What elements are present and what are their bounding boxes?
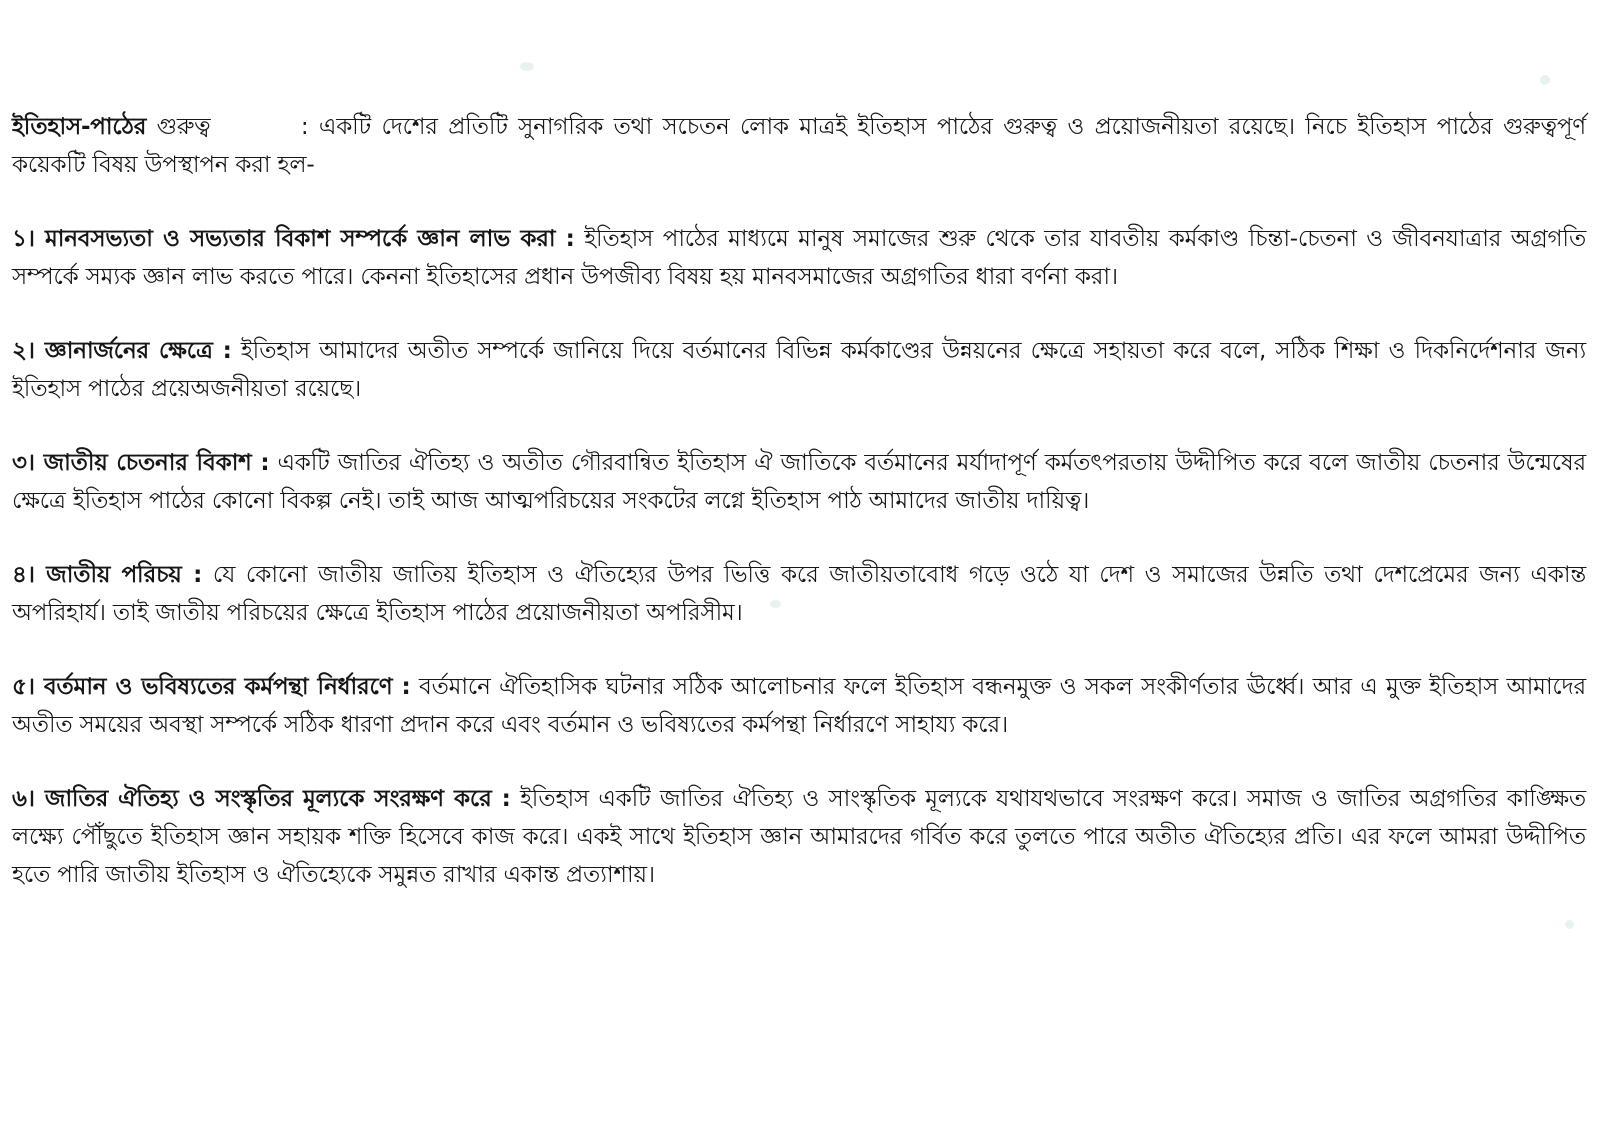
intro-title: ইতিহাস-পাঠের bbox=[12, 114, 147, 140]
point-body: বর্তমানে ঐতিহাসিক ঘটনার সঠিক আলোচনার ফলে ইতিহাস বন্ধনমুক্ত ও সকল সংকীর্ণতার ঊর্ধ্বে। আর এ মুক্ত ইতিহাস আমাদের অতীত সময়ের অবস্থা সম্পর্কে সঠিক ধারণা প্রদান করে এবং বর্তমান ও ভবিষ্যতের কর্মপন্থা নির্ধারণে সাহায্য করে। bbox=[12, 674, 1587, 738]
scan-speck bbox=[520, 62, 534, 71]
point-heading: ২। জ্ঞানার্জনের ক্ষেত্রে : bbox=[12, 338, 232, 364]
point-body: ইতিহাস পাঠের মাধ্যমে মানুষ সমাজের শুরু থেকে তার যাবতীয় কর্মকাণ্ড চিন্তা-চেতনা ও জীবনযাত্রার অগ্রগতি সম্পর্কে সম্যক জ্ঞান লাভ করতে পারে। কেননা ইতিহাসের প্রধান উপজীব্য বিষয় হয় মানবসমাজের অগ্রগতির ধারা বর্ণনা করা। bbox=[12, 226, 1586, 290]
point-body: যে কোনো জাতীয় জাতিয় ইতিহাস ও ঐতিহ্যের উপর ভিত্তি করে জাতীয়তাবোধ গড়ে ওঠে যা দেশ ও সমাজের উন্নতি তথা দেশপ্রেমের জন্য একান্ত অপরিহার্য। তাই জাতীয় পরিচয়ের ক্ষেত্রে ইতিহাস পাঠের প্রয়োজনীয়তা অপরিসীম। bbox=[12, 562, 1586, 626]
point-body: একটি জাতির ঐতিহ্য ও অতীত গৌরবান্বিত ইতিহাস ঐ জাতিকে বর্তমানের মর্যাদাপূর্ণ কর্মতৎপরতায় উদ্দীপিত করে বলে জাতীয় চেতনার উন্মেষের ক্ষেত্রে ইতিহাস পাঠের কোনো বিকল্প নেই। তাই আজ আত্মপরিচয়ের সংকটের লগ্নে ইতিহাস পাঠ আমাদের জাতীয় দায়িত্ব। bbox=[12, 450, 1586, 514]
intro-paragraph bbox=[12, 108, 1586, 184]
intro-text: : একটি দেশের প্রতিটি সুনাগরিক তথা সচেতন লোক মাত্রই ইতিহাস পাঠের গুরুত্ব ও প্রয়োজনীয়তা রয়েছে। নিচে ইতিহাস পাঠের গুরুত্বপূর্ণ কয়েকটি বিষয় উপস্থাপন করা হল- bbox=[12, 114, 1586, 178]
point-body: ইতিহাস আমাদের অতীত সম্পর্কে জানিয়ে দিয়ে বর্তমানের বিভিন্ন কর্মকাণ্ডের উন্নয়নের ক্ষেত্রে সহায়তা করে বলে, সঠিক শিক্ষা ও দিকনির্দেশনার জন্য ইতিহাস পাঠের প্রয়েঅজনীয়তা রয়েছে। bbox=[12, 338, 1586, 402]
point-heading: ৩। জাতীয় চেতনার বিকাশ : bbox=[12, 450, 270, 476]
point-heading: ৫। বর্তমান ও ভবিষ্যতের কর্মপন্থা নির্ধারণে : bbox=[12, 674, 411, 700]
point-body: ইতিহাস একটি জাতির ঐতিহ্য ও সাংস্কৃতিক মূল্যকে যথাযথভাবে সংরক্ষণ করে। সমাজ ও জাতির অগ্রগতির কাঙ্ক্ষিত লক্ষ্যে পৌঁছুতে ইতিহাস জ্ঞান সহায়ক শক্তি হিসেবে কাজ করে। একই সাথে ইতিহাস জ্ঞান আমারদের গর্বিত করে তুলতে পারে অতীত ঐতিহ্যের প্রতি। এর ফলে আমরা উদ্দীপিত হতে পারি জাতীয় ইতিহাস ও ঐতিহ্যেকে সমুন্নত রাখার একান্ত প্রত্যাশায়। bbox=[12, 786, 1586, 888]
point-heading: ১। মানবসভ্যতা ও সভ্যতার বিকাশ সম্পর্কে জ্ঞান লাভ করা : bbox=[12, 226, 575, 252]
point-4 bbox=[12, 556, 1586, 632]
point-2 bbox=[12, 332, 1586, 408]
point-3 bbox=[12, 444, 1586, 520]
point-1 bbox=[12, 220, 1586, 296]
document-body bbox=[12, 108, 1586, 930]
scan-speck bbox=[1540, 75, 1550, 85]
intro-title-suffix: গুরুত্ব bbox=[156, 114, 211, 140]
point-5 bbox=[12, 668, 1586, 744]
point-heading: ৬। জাতির ঐতিহ্য ও সংস্কৃতির মূল্যকে সংরক্ষণ করে : bbox=[12, 786, 511, 812]
point-6 bbox=[12, 780, 1586, 894]
point-heading: ৪। জাতীয় পরিচয় : bbox=[12, 562, 203, 588]
